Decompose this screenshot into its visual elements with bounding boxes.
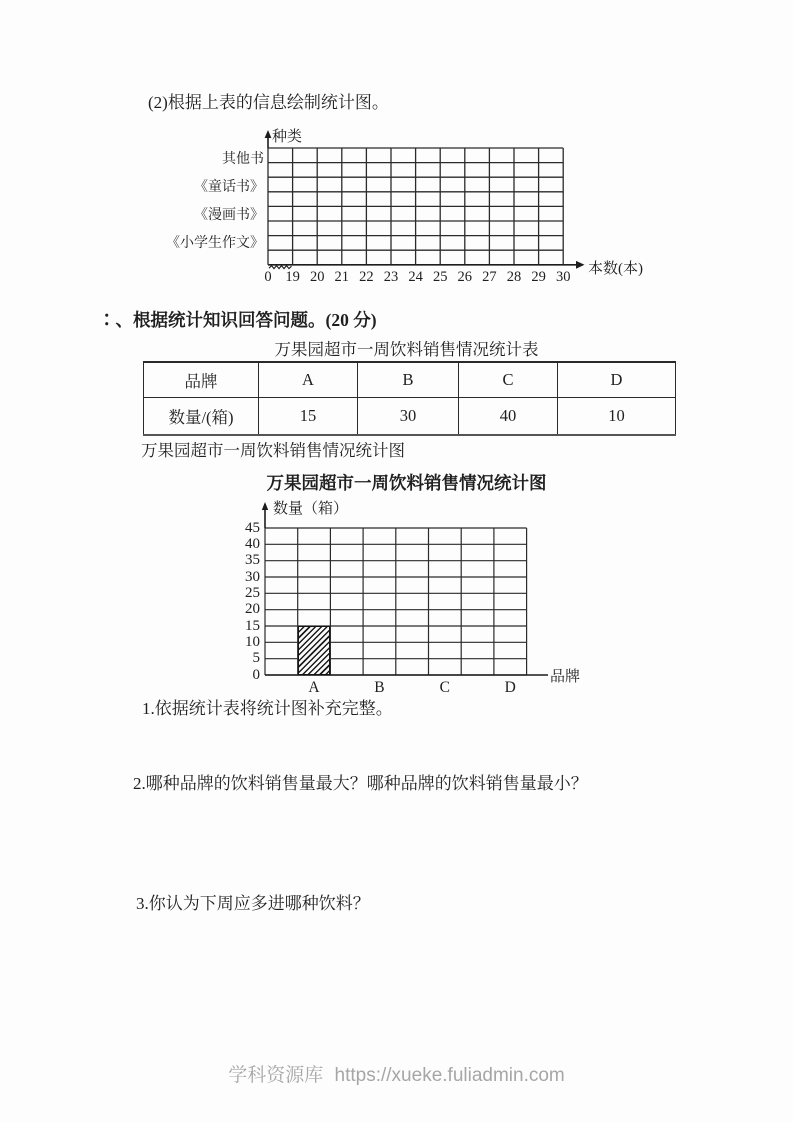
sales-chart-yaxis-arrow-icon (262, 502, 268, 510)
sales-table-title: 万果园超市一周饮料销售情况统计表 (274, 340, 539, 359)
section-heading: ∶、根据统计知识回答问题。(20 分) (98, 310, 377, 330)
sales-chart-ytick: 45 (245, 519, 260, 536)
books-chart-xtick: 20 (309, 269, 325, 285)
sales-table (143, 361, 676, 436)
sales-chart-ytick: 10 (245, 633, 260, 650)
sales-chart-left-caption: 万果园超市一周饮料销售情况统计图 (141, 441, 405, 460)
books-chart-category: 其他书 (222, 152, 264, 167)
sales-table-cell: 30 (358, 398, 459, 436)
books-chart-xtick: 30 (555, 269, 571, 285)
question-1: 1.依据统计表将统计图补充完整。 (142, 699, 393, 718)
sales-table-cell: A (259, 362, 358, 398)
sales-chart-canvas (200, 496, 600, 708)
books-chart-xaxis-label: 本数(本) (588, 261, 643, 277)
books-chart-xtick: 19 (285, 269, 300, 285)
sales-table-value-row (144, 398, 676, 436)
sales-table-cell: B (358, 362, 459, 398)
books-chart-yaxis-label: 种类 (272, 129, 303, 145)
sales-chart-yaxis-label: 数量（箱） (273, 501, 349, 517)
books-chart-xtick: 26 (457, 269, 473, 285)
sales-chart-category: C (439, 679, 450, 696)
books-chart (140, 128, 700, 298)
books-chart-xaxis-arrow-icon (576, 261, 585, 269)
sales-table-cell: D (558, 362, 676, 398)
sales-table-cell: 数量/(箱) (144, 398, 259, 436)
sales-chart-category: D (504, 679, 516, 696)
sales-table-cell: 品牌 (144, 362, 259, 398)
sales-table-cell: 15 (259, 398, 358, 436)
books-chart-xtick: 23 (383, 269, 399, 285)
sales-chart-ytick: 30 (245, 568, 260, 585)
sales-table-cell: 10 (558, 398, 676, 436)
books-chart-xtick: 22 (359, 269, 374, 285)
footer (0, 1060, 793, 1087)
books-chart-xtick: 25 (432, 269, 448, 285)
books-chart-axes (268, 132, 578, 265)
sales-chart-category: B (374, 679, 385, 696)
sales-chart-ytick: 15 (245, 617, 260, 634)
question-2: 2.哪种品牌的饮料销售量最大？哪种品牌的饮料销售量最小？ (133, 774, 588, 793)
books-chart-xtick: 24 (408, 269, 423, 285)
sales-chart-ytick: 20 (245, 601, 260, 618)
books-chart-grid (268, 148, 563, 265)
sales-chart-bar-A (298, 626, 331, 675)
question-part2-label: (2)根据上表的信息绘制统计图。 (148, 93, 389, 112)
sales-chart-ytick: 40 (245, 535, 260, 552)
sales-chart (200, 496, 600, 708)
sales-chart-title: 万果园超市一周饮料销售情况统计图 (266, 473, 547, 493)
sales-chart-ytick: 0 (252, 666, 260, 683)
sales-chart-ytick: 25 (245, 584, 260, 601)
books-chart-xtick: 21 (334, 269, 350, 285)
footer-site-label: 学科资源库 (228, 1065, 324, 1086)
books-chart-xtick: 0 (264, 269, 272, 285)
question-3: 3.你认为下周应多进哪种饮料？ (136, 894, 370, 913)
books-chart-xtick: 27 (482, 269, 497, 285)
sales-table-cell: C (459, 362, 558, 398)
sales-table-cell: 40 (459, 398, 558, 436)
sales-chart-xaxis-label: 品牌 (550, 669, 581, 685)
sales-chart-ytick: 5 (252, 650, 260, 667)
books-chart-category: 《童话书》 (194, 180, 264, 195)
sales-chart-category: A (308, 679, 320, 696)
books-chart-yaxis-arrow-icon (265, 130, 272, 138)
books-chart-xtick: 29 (531, 269, 546, 285)
books-chart-category: 《漫画书》 (194, 208, 264, 223)
sales-chart-ytick: 35 (245, 552, 260, 569)
books-chart-xtick: 28 (506, 269, 522, 285)
footer-url-link[interactable]: https://xueke.fuliadmin.com (334, 1065, 565, 1086)
books-chart-category: 《小学生作文》 (166, 236, 264, 251)
sales-table-header-row (144, 362, 676, 398)
